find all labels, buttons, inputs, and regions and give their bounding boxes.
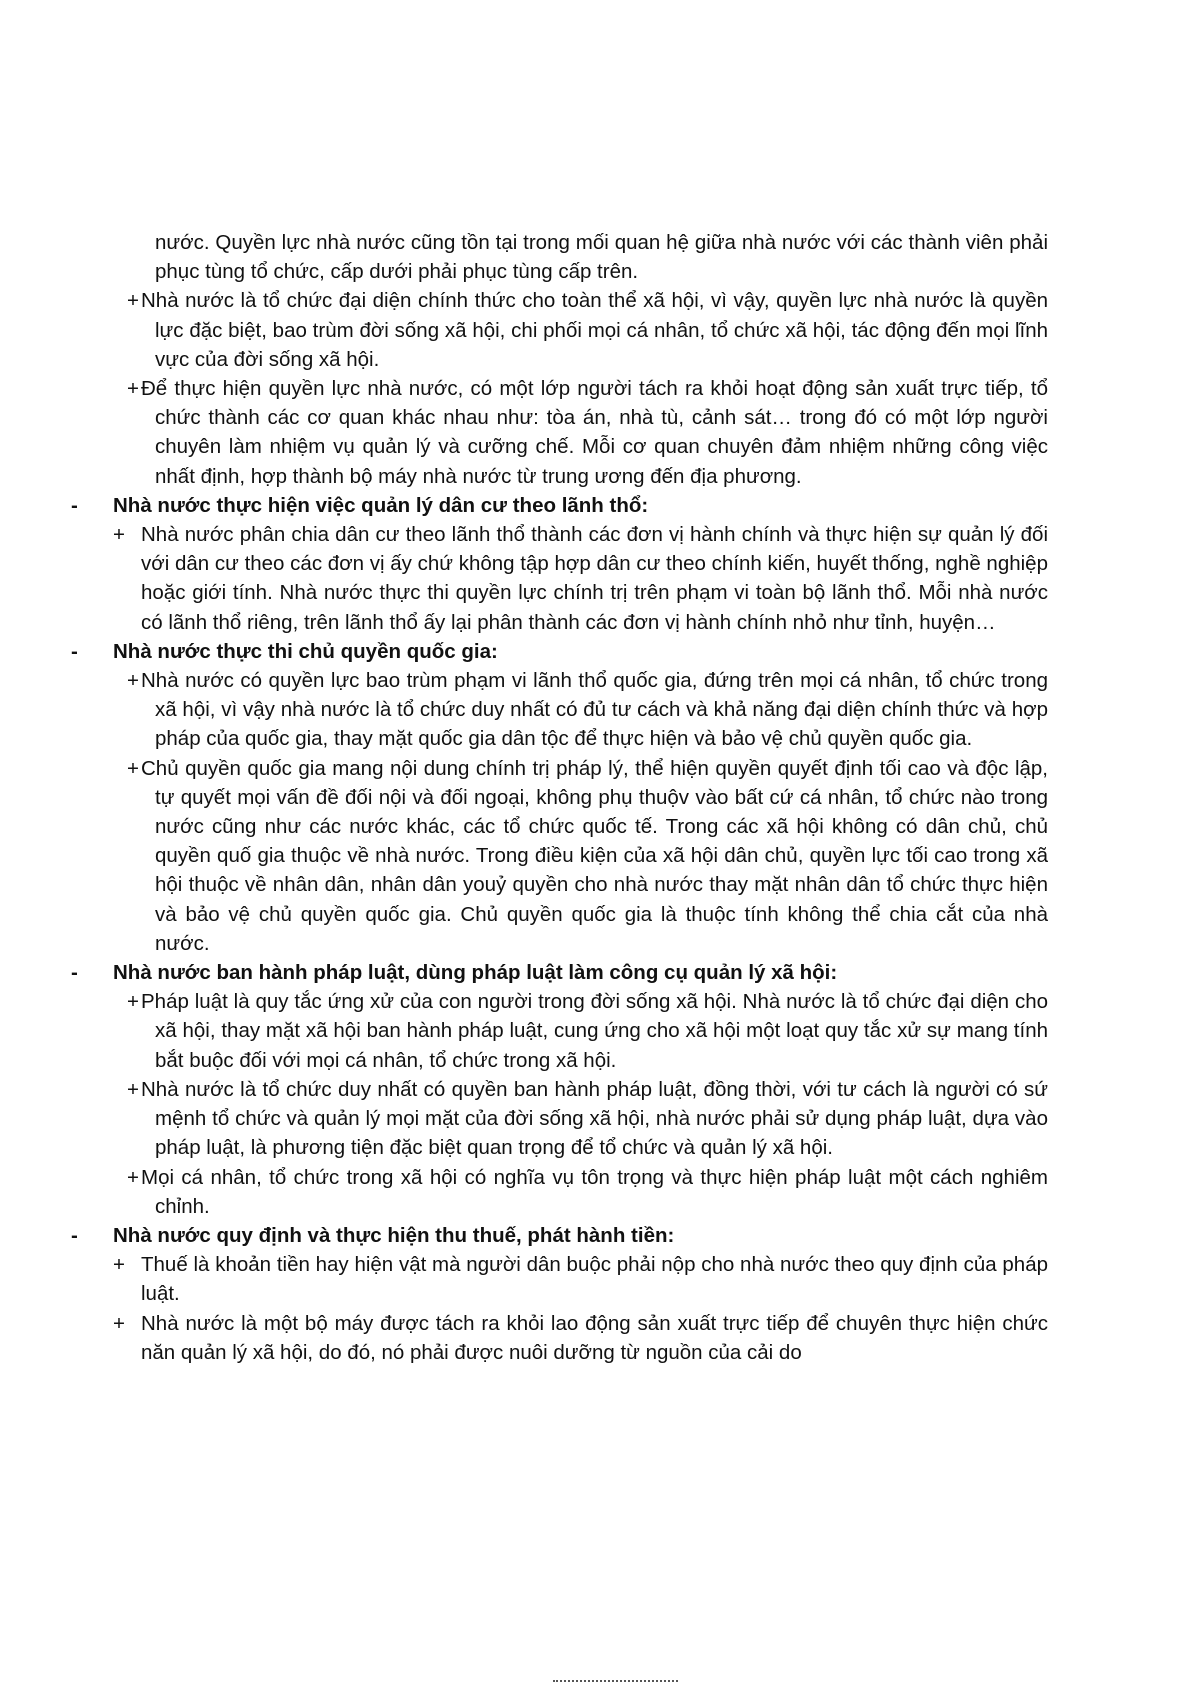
item-text: Pháp luật là quy tắc ứng xử của con người trong đời sống xã hội. Nhà nước là tổ chức đại diện cho xã hội, thay mặt xã hội ban hành pháp luật, cung ứng cho xã hội một loạt quy tắc xử sự mang tính bắt buộc đối với mọi cá nhân, tổ chức trong xã hội.	[141, 990, 1048, 1072]
section-heading	[71, 637, 1048, 666]
item-text: Nhà nước phân chia dân cư theo lãnh thổ thành các đơn vị hành chính và thực hiện sự quản lý đối với dân cư theo các đơn vị ấy chứ không tập hợp dân cư theo chính kiến, huyết thống, nghề nghiệp hoặc giới tính. Nhà nước thực thi quyền lực chính trị trên phạm vi toàn bộ lãnh thổ. Mỗi nhà nước có lãnh thổ riêng, trên lãnh thổ ấy lại phân thành các đơn vị hành chính nhỏ như tỉnh, huyện…	[141, 523, 1048, 634]
dash-marker: -	[71, 961, 78, 985]
plus-item	[127, 666, 1048, 754]
plus-marker: +	[127, 377, 139, 401]
section-heading	[71, 958, 1048, 987]
section-heading	[71, 1221, 1048, 1250]
plus-marker: +	[127, 1077, 139, 1101]
plus-marker: +	[127, 669, 139, 693]
plus-marker: +	[127, 990, 139, 1014]
plus-item	[127, 286, 1048, 374]
item-text: Chủ quyền quốc gia mang nội dung chính trị pháp lý, thể hiện quyền quyết định tối cao và độc lập, tự quyết mọi vấn đề đối nội và đối ngoại, không phụ thuộv vào bất cứ cá nhân, tổ chức nào trong nước cũng như các nước khác, các tổ chức quốc tế. Trong các xã hội không có dân chủ, chủ quyền quố gia thuộc về nhà nước. Trong điều kiện của xã hội dân chủ, quyền lực tối cao trong xã hội thuộc về nhân dân, nhân dân youỷ quyền cho nhà nước thay mặt nhân dân tổ chức thực hiện và bảo vệ chủ quyền quốc gia. Chủ quyền quốc gia là thuộc tính không thể chia cắt của nhà nước.	[141, 756, 1048, 955]
item-text: Mọi cá nhân, tổ chức trong xã hội có nghĩa vụ tôn trọng và thực hiện pháp luật một cách nghiêm chỉnh.	[141, 1165, 1048, 1218]
item-text: Nhà nước là tổ chức đại diện chính thức cho toàn thể xã hội, vì vậy, quyền lực nhà nước là quyền lực đặc biệt, bao trùm đời sống xã hội, chi phối mọi cá nhân, tổ chức xã hội, tác động đến mọi lĩnh vực của đời sống xã hội.	[141, 289, 1048, 371]
plus-item	[113, 520, 1048, 637]
plus-marker: +	[127, 289, 139, 313]
plus-item	[127, 374, 1048, 491]
plus-item	[127, 987, 1048, 1075]
plus-item	[127, 754, 1048, 958]
heading-text: Nhà nước ban hành pháp luật, dùng pháp luật làm công cụ quản lý xã hội:	[113, 961, 838, 985]
section-heading	[71, 491, 1048, 520]
plus-item	[127, 1075, 1048, 1163]
item-text: Thuế là khoản tiền hay hiện vật mà người dân buộc phải nộp cho nhà nước theo quy định của pháp luật.	[141, 1253, 1048, 1306]
item-text: Nhà nước là tổ chức duy nhất có quyền ban hành pháp luật, đồng thời, với tư cách là người có sứ mệnh tổ chức và quản lý mọi mặt của đời sống xã hội, nhà nước phải sử dụng pháp luật, dựa vào pháp luật, là phương tiện đặc biệt quan trọng để tổ chức và quản lý xã hội.	[141, 1077, 1048, 1160]
plus-item	[113, 1309, 1048, 1367]
item-text: Để thực hiện quyền lực nhà nước, có một lớp người tách ra khỏi hoạt động sản xuất trực tiếp, tổ chức thành các cơ quan khác nhau như: tòa án, nhà tù, cảnh sát… trong đó có một lớp người chuyên làm nhiệm vụ quản lý và cưỡng chế. Mỗi cơ quan chuyên đảm nhiệm những công việc nhất định, hợp thành bộ máy nhà nước từ trung ương đến địa phương.	[141, 377, 1048, 488]
item-text: Nhà nước là một bộ máy được tách ra khỏi lao động sản xuất trực tiếp để chuyên thực hiện chức năn quản lý xã hội, do đó, nó phải được nuôi dưỡng từ nguồn của cải do	[141, 1311, 1048, 1364]
item-text: Nhà nước có quyền lực bao trùm phạm vi lãnh thổ quốc gia, đứng trên mọi cá nhân, tổ chức trong xã hội, vì vậy nhà nước là tổ chức duy nhất có đủ tư cách và khả năng đại diện chính thức và hợp pháp của quốc gia, thay mặt quốc gia dân tộc để thực hiện và bảo vệ chủ quyền quốc gia.	[141, 669, 1048, 751]
dash-marker: -	[71, 493, 78, 517]
intro-paragraph: nước. Quyền lực nhà nước cũng tồn tại trong mối quan hệ giữa nhà nước với các thành viên phải phục tùng tổ chức, cấp dưới phải phục tùng cấp trên.	[155, 231, 1048, 284]
heading-text: Nhà nước thực hiện việc quản lý dân cư theo lãnh thổ:	[113, 493, 649, 517]
heading-text: Nhà nước quy định và thực hiện thu thuế, phát hành tiền:	[113, 1223, 675, 1247]
plus-marker: +	[113, 523, 125, 547]
dash-marker: -	[71, 639, 78, 663]
plus-item	[127, 1163, 1048, 1221]
heading-text: Nhà nước thực thi chủ quyền quốc gia:	[113, 639, 498, 663]
plus-marker: +	[113, 1253, 125, 1277]
dash-marker: -	[71, 1223, 78, 1247]
plus-marker: +	[127, 1165, 139, 1189]
plus-item	[113, 1250, 1048, 1308]
footer-divider	[553, 1680, 678, 1684]
plus-marker: +	[113, 1311, 125, 1335]
document-body	[0, 228, 1191, 1367]
plus-marker: +	[127, 756, 139, 780]
